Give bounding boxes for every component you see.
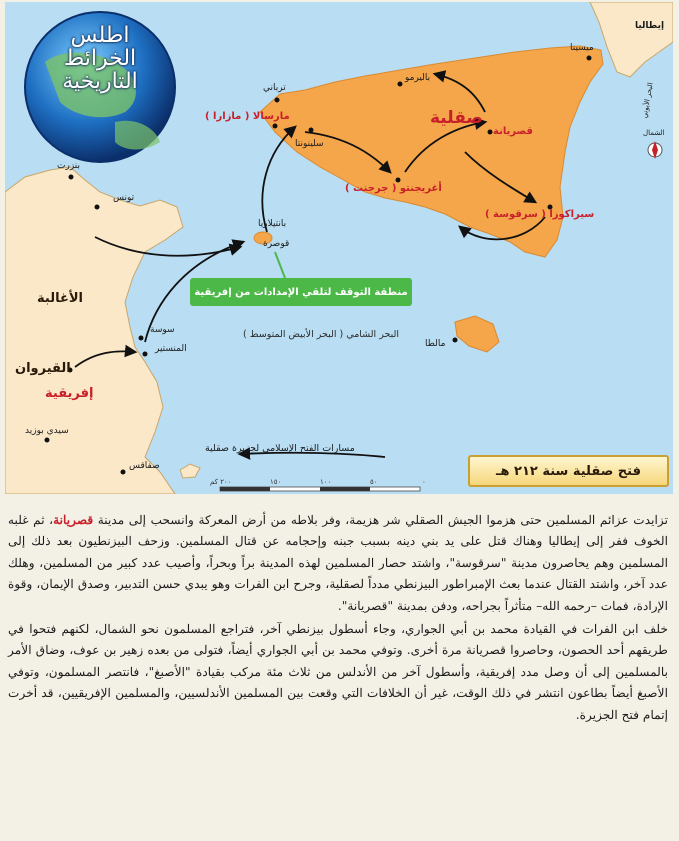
label-marsala: مارسالا ( مازارا ) xyxy=(205,111,290,122)
highlight-castrogiovanni: قصريانة xyxy=(53,513,94,527)
label-agrigento: أغريجنتو ( جرجنت ) xyxy=(345,183,442,194)
scale-label-100: ١٠٠ xyxy=(320,478,332,486)
paragraph-2: خلف ابن الفرات في القيادة محمد بن أبي الجواري، وجاء أسطول بيزنطي آخر، فتراجع المسلمون نحو الشمال، لكنهم فتحوا في طريقهم أحد الحصون، وحاصروا قصريانة مرة أخرى. وتوفي محمد بن أبي الجواري أيضاً، فتولى من بعده زهير بن عوف، وضاق الأمر بالمسلمين إلى أن وصل مدد إفريقية، وأسطول آخر من الأندلس من ثلاث مئة مركب بقيادة "الأصبغ"، فانتصر المسلمون، وتوفي الأصبغ أيضاً بطاعون انتشر في ذلك الوقت، غير أن الخلافات التي وقعت بين المسلمين الأندلسيين، والمسلمين الإفريقيين، قد أخرت إتمام فتح الجزيرة. xyxy=(8,622,668,722)
label-aghlabids: الأغالبة xyxy=(37,291,83,306)
scale-label-150: ١٥٠ xyxy=(270,478,282,486)
sicily-landmass xyxy=(260,43,603,257)
label-ifriqiya: إفريقية xyxy=(45,386,94,401)
map-title: فتح صقلية سنة ٢١٢ هـ xyxy=(468,455,669,487)
label-sfax: صفاقس xyxy=(129,461,160,471)
label-sicily: صقلية xyxy=(430,108,483,128)
label-north: الشمال xyxy=(643,129,665,137)
label-selinunte: سلينونتا xyxy=(295,139,324,149)
label-tunis: تونس xyxy=(113,193,135,203)
malta-island xyxy=(455,316,499,352)
label-italia: إيطاليا xyxy=(635,21,665,31)
body-text xyxy=(8,510,668,728)
label-kairouan: القيروان xyxy=(15,361,71,376)
label-sousse: سوسة xyxy=(150,325,175,335)
paragraph-1-start: تزايدت عزائم المسلمين حتى هزموا الجيش الصقلي شر هزيمة، وفر بلاطه من أرض المعركة وانسحب إلى مدينة xyxy=(93,513,668,527)
label-sidi-bouzid: سيدي بوزيد xyxy=(25,426,69,436)
scale-label-0: ٠ xyxy=(422,478,426,486)
label-qawsara: قوصرة xyxy=(263,239,290,249)
callout-resupply-note: منطقة التوقف لتلقي الإمدادات من إفريقية xyxy=(190,278,412,306)
logo-line-1: اطلس xyxy=(70,23,130,48)
italy-landmass xyxy=(590,2,673,77)
scale-label-50: ٥٠ xyxy=(370,478,378,486)
label-pantelleria: بانتيلاريا xyxy=(258,219,287,229)
kerkennah-islands xyxy=(180,464,200,478)
historical-map xyxy=(5,2,673,494)
label-mediterranean: البحر الشامي ( البحر الأبيض المتوسط ) xyxy=(243,329,399,340)
logo-line-2: الخرائط xyxy=(63,46,137,72)
legend-routes-label: مسارات الفتح الإسلامي لجزيرة صقلية xyxy=(205,443,355,454)
scale-bar xyxy=(210,478,450,494)
label-malta: مالطا xyxy=(425,339,446,349)
paragraph-1 xyxy=(8,510,668,617)
atlas-logo xyxy=(25,24,175,93)
label-messina: ميسينا xyxy=(570,43,594,53)
label-palermo: باليرمو xyxy=(405,73,431,83)
label-trapani: ترباني xyxy=(263,83,286,93)
label-syracuse: سيراكوزا ( سرقوسة ) xyxy=(485,209,595,220)
label-monastir: المنستير xyxy=(155,344,187,354)
label-ionian-sea: البحر الأيوني xyxy=(640,81,655,119)
logo-line-3: التاريخية xyxy=(62,69,138,95)
callout-pointer xyxy=(275,252,285,278)
label-bizerte: بنزرت xyxy=(57,161,81,171)
scale-label-200: ٢٠٠ كم xyxy=(210,478,232,486)
compass-rose xyxy=(648,141,662,159)
paragraph-1-rest: ، ثم غلبه الخوف ففر إلى إيطاليا وهناك قتل على يد بني دينه بسبب جبنه وإحجامه عن قتال المسلمين. وزحف البيزنطيون بعد ذلك إلى المسلمين وهم يحاصرون مدينة "سرقوسة"، واشتد حصار المسلمين لهذه المدينة براً وبحراً، وأصيب عدد كبير من المسلمين، وهلك عدد آخر، واشتد القتال عندما بعث الإمبراطور البيزنطي مدداً لصقلية، وجرح ابن الفرات وهو يبدي حسن التدبير، وصدق الإيمان، وقوة الإرادة، فمات –رحمه الله– متأثراً بجراحه، ودفن بمدينة "قصريانة". xyxy=(8,513,668,613)
label-castrogiovanni: قصريانة xyxy=(493,126,533,137)
